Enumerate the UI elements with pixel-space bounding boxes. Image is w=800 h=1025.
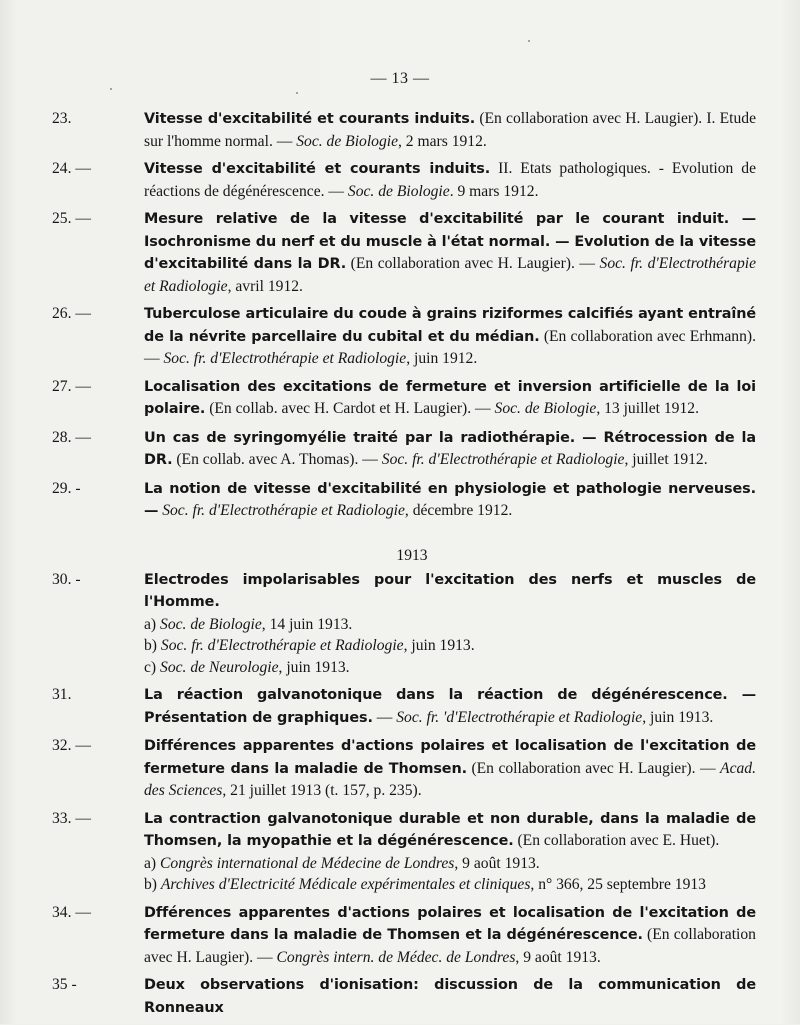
print-speck xyxy=(528,40,530,42)
entry-date: , 14 juin 1913. xyxy=(261,615,353,633)
entry-number: 30. - xyxy=(52,570,81,588)
entry-sub-item: a) Congrès international de Médecine de Londres, 9 août 1913. xyxy=(144,854,540,872)
entry-sub-item: b) Soc. fr. d'Electrothérapie et Radiologie, juin 1913. xyxy=(144,637,475,654)
entry-source: Soc. fr. d'Electrothérapie et Radiologie xyxy=(163,350,407,367)
entry-date: , avril 1912. xyxy=(227,277,303,295)
list-item xyxy=(0,735,800,802)
entry-number: 29. - xyxy=(52,479,81,497)
entry-title: Vitesse d'excitabilité et courants induits. xyxy=(144,111,476,127)
entry-date: , 2 mars 1912. xyxy=(398,132,487,150)
entry-number: 25. — xyxy=(52,210,91,227)
entry-date: , juillet 1912. xyxy=(624,451,708,468)
print-speck xyxy=(110,88,112,90)
list-item xyxy=(0,208,800,297)
entry-title: Electrodes impolarisables pour l'excitation des nerfs et muscles de l'Homme. xyxy=(144,571,756,610)
entry-source: Soc. fr. d'Electrothérapie et Radiologie xyxy=(144,255,757,295)
list-item xyxy=(0,158,800,202)
entry-source: Soc. fr. d'Electrothérapie et Radiologie xyxy=(162,502,405,519)
entry-details: (En collaboration avec H. Laugier). — xyxy=(346,255,600,272)
entry-date: , 13 juillet 1912. xyxy=(596,400,699,417)
entry-source: Soc. fr. d'Electrothérapie et Radiologie xyxy=(160,637,404,654)
entry-source: Congrès intern. de Médec. de Londres xyxy=(276,948,516,966)
list-item xyxy=(0,974,800,1019)
entry-title: Deux observations d'ionisation: discussion de la communication de Ronneaux xyxy=(144,977,756,1016)
entry-source: Soc. de Biologie xyxy=(160,615,262,633)
entry-number: 34. — xyxy=(52,903,91,921)
entry-number: 31. xyxy=(52,686,72,703)
entry-number: 24. — xyxy=(52,160,91,177)
bibliography-list xyxy=(0,108,800,1025)
entry-date: , juin 1913. xyxy=(642,708,714,726)
entry-date: , 21 juillet 1913 (t. 157, p. 235). xyxy=(222,782,422,799)
entry-source: Soc. fr. d'Electrothérapie et Radiologie xyxy=(381,451,625,468)
entry-date: , 9 août 1913. xyxy=(454,854,540,872)
print-speck xyxy=(296,92,298,94)
entry-title: La contraction galvanotonique durable et non durable, dans la maladie de Thomsen, la myopathie et la dégénérescence. xyxy=(144,810,756,849)
entry-details: — xyxy=(372,708,397,726)
list-item xyxy=(0,569,800,679)
entry-source: Soc. de Biologie xyxy=(296,132,398,150)
list-item xyxy=(0,376,800,421)
list-item xyxy=(0,427,800,472)
entry-title: Mesure relative de la vitesse d'excitabilité par le courant induit. — Isochronisme du nerf et du muscle à l'état normal. — Evolution de la vitesse d'excitabilité dans la DR. xyxy=(144,211,756,272)
page-number: — 13 — xyxy=(370,70,430,87)
entry-date: , 9 août 1913. xyxy=(515,948,601,966)
entry-number: 35 - xyxy=(52,976,77,993)
entry-title: La notion de vitesse d'excitabilité en physiologie et pathologie nerveuses. — xyxy=(144,480,756,519)
entry-details: II. Etats pathologiques. - Evolution de réactions de dégénérescence. — xyxy=(144,160,756,200)
entry-details: (En collaboration avec H. Laugier). — xyxy=(466,759,721,777)
entry-source: Soc. fr. 'd'Electrothérapie et Radiologie xyxy=(396,708,643,726)
entry-title: Un cas de syringomyélie traité par la radiothérapie. — Rétrocession de la DR. xyxy=(144,429,756,468)
entry-date: , juin 1913. xyxy=(278,658,350,676)
entry-number: 32. — xyxy=(52,737,91,754)
entry-details: (En collaboration avec Erhmann). — xyxy=(144,327,756,367)
list-item xyxy=(0,478,800,523)
entry-sub-item: c) Soc. de Neurologie, juin 1913. xyxy=(144,658,350,676)
entry-details: (En collaboration avec H. Laugier). — xyxy=(144,926,756,966)
entry-number: 23. xyxy=(52,110,72,127)
entry-source: Soc. de Neurologie xyxy=(160,658,279,676)
entry-source: Soc. de Biologie xyxy=(494,400,597,417)
list-item xyxy=(0,808,800,896)
entry-details: (En collaboration avec E. Huet). xyxy=(513,832,720,849)
entry-details: (En collaboration avec H. Laugier). I. Etude sur l'homme normal. — xyxy=(144,110,757,150)
list-item xyxy=(0,108,800,152)
entry-source: Soc. de Biologie xyxy=(347,182,450,200)
list-item xyxy=(0,684,800,729)
entry-date: , n° 366, 25 septembre 1913 xyxy=(530,876,706,893)
entry-title: Vitesse d'excitabilité et courants induits. xyxy=(144,161,491,177)
entry-source: Archives d'Electricité Médicale expérimentales et cliniques xyxy=(160,876,531,893)
entry-sub-item: b) Archives d'Electricité Médicale expérimentales et cliniques, n° 366, 25 septembre 1913 xyxy=(144,876,706,893)
entry-title: La réaction galvanotonique dans la réaction de dégénérescence. — Présentation de graphiques. xyxy=(144,687,756,726)
entry-number: 26. — xyxy=(52,305,91,322)
entry-title: Tuberculose articulaire du coude à grains riziformes calcifiés ayant entraîné de la névrite parcellaire du cubital et du médian. xyxy=(144,306,756,345)
entry-date: , juin 1913. xyxy=(403,637,475,654)
entry-number: 33. — xyxy=(52,809,91,827)
entry-source: Congrès international de Médecine de Londres xyxy=(160,854,455,872)
entry-sub-item: a) Soc. de Biologie, 14 juin 1913. xyxy=(144,615,353,633)
entry-title: Localisation des excitations de fermeture et inversion artificielle de la loi polaire. xyxy=(144,378,756,417)
entry-details: (En collab. avec H. Cardot et H. Laugier). — xyxy=(205,400,495,417)
entry-details: (En collab. avec A. Thomas). — xyxy=(172,451,382,468)
entry-date: , décembre 1912. xyxy=(404,502,513,519)
entry-number: 27. — xyxy=(52,377,91,395)
entry-title: Dfférences apparentes d'actions polaires et localisation de l'excitation de fermeture dans la maladie de Thomsen et la dégénérescence. xyxy=(144,904,756,943)
entry-title: Différences apparentes d'actions polaires et localisation de l'excitation de fermeture dans la maladie de Thomsen. xyxy=(144,738,756,777)
entry-date: , juin 1912. xyxy=(406,350,478,367)
entry-source: Acad. des Sciences xyxy=(144,759,756,799)
year-heading: 1913 xyxy=(396,546,428,564)
list-item xyxy=(0,303,800,370)
list-item xyxy=(0,902,800,969)
entry-date: . 9 mars 1912. xyxy=(449,182,539,200)
entry-number: 28. — xyxy=(52,428,91,446)
